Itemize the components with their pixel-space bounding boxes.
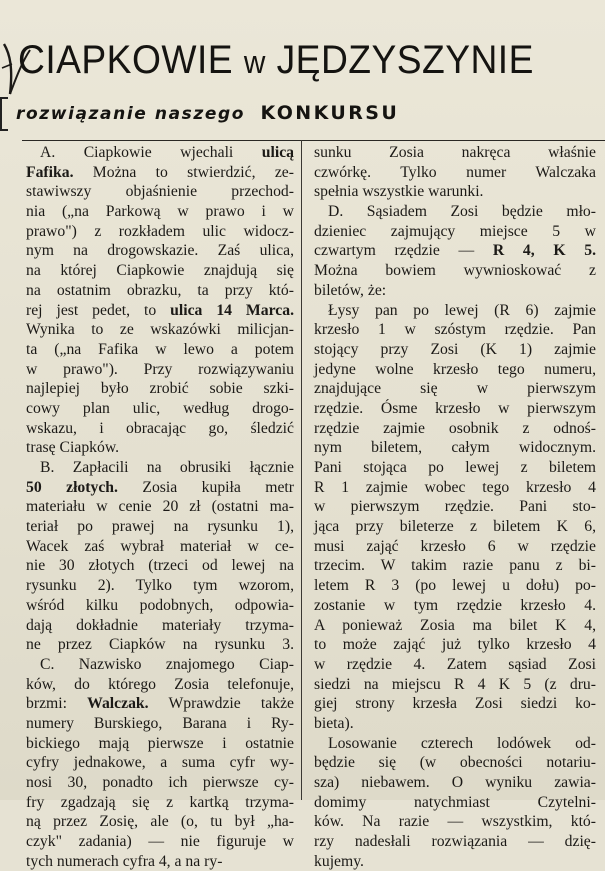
text-fragment: sunku Zosia nakręca właśnie	[314, 144, 596, 161]
text-fragment: nie 30 złotych (trzeci od lewej na	[26, 557, 294, 575]
text-fragment: zostanie w tym rzędzie krzesło 4.	[314, 596, 596, 614]
text-line	[314, 202, 596, 222]
text-fragment: numery Burskiego, Barana i Ry-	[26, 714, 294, 732]
text-line	[314, 694, 596, 714]
text-fragment: czwórkę. Tylko numer Walczaka	[314, 163, 596, 181]
text-fragment: Można bowiem wywnioskować z	[314, 262, 596, 280]
text-fragment: teriał po prawej na rysunku 1),	[26, 518, 294, 536]
text-line	[26, 596, 294, 616]
text-fragment: rzy nadesłali rozwiązania — dzię-	[314, 833, 596, 851]
text-fragment: ulicą	[261, 144, 294, 161]
text-line	[26, 340, 294, 360]
text-fragment: to może zająć już tylko krzesło 4	[314, 636, 596, 654]
text-fragment: stawiwszy objaśnienie przechod-	[26, 183, 294, 201]
text-fragment: sza) niebawem. O wyniku zawia-	[314, 774, 596, 791]
text-line	[314, 675, 596, 695]
text-fragment: fry zgadzają się z kartką trzyma-	[26, 793, 294, 811]
article-title	[18, 34, 562, 88]
text-line	[314, 458, 596, 478]
text-fragment: ulica 14 Marca.	[170, 301, 294, 319]
subtitle-bracket	[0, 97, 8, 131]
text-fragment: ków, do którego Zosia telefonuje,	[26, 675, 294, 693]
right-column	[314, 143, 596, 871]
text-line	[26, 537, 294, 557]
text-fragment: stojący przy Zosi (K 1) zajmie	[314, 340, 596, 358]
text-fragment: Wprawdzie także	[148, 695, 295, 713]
text-line	[314, 635, 596, 655]
text-line	[26, 360, 294, 380]
text-fragment: najlepiej było zrobić sobie szki-	[26, 380, 294, 398]
text-line	[26, 399, 294, 419]
text-line	[26, 182, 294, 202]
text-fragment: C. Nazwisko znajomego Ciap-	[40, 655, 294, 673]
text-fragment: rysunku 2). Tylko tym wzorom,	[26, 577, 294, 595]
text-line	[314, 399, 596, 419]
text-fragment: jąca przy bileterze z biletem K 6,	[314, 518, 596, 536]
text-line	[26, 635, 294, 655]
header-rule	[22, 140, 605, 141]
text-fragment: letem R 3 (po lewej u dołu) po-	[314, 577, 596, 595]
text-line	[314, 281, 596, 301]
text-fragment: spełnia wszystkie warunki.	[314, 183, 484, 201]
subtitle-emphasis: KONKURSU	[260, 102, 400, 124]
text-line	[314, 182, 596, 202]
text-line	[314, 478, 596, 498]
text-fragment: w rzędzie 4. Zatem sąsiad Zosi	[314, 655, 596, 673]
text-line	[314, 852, 596, 871]
text-line	[26, 694, 294, 714]
text-line	[26, 812, 294, 832]
text-line	[26, 675, 294, 695]
text-fragment: ta („na Fafika w lewo a potem	[26, 340, 294, 358]
text-fragment: prawo") z rozkładem ulic widocz-	[26, 222, 294, 240]
text-fragment: czyk" zadania) — nie figuruje w	[26, 833, 294, 851]
text-fragment: Walczak.	[87, 695, 149, 713]
text-fragment: w prawo"). Przy rozwiązywaniu	[26, 360, 294, 378]
text-fragment: 50 złotych.	[26, 478, 118, 496]
text-fragment: trzecim. W takim razie panu z bi-	[314, 557, 596, 575]
text-fragment: B. Zapłacili na obrusiki łącznie	[40, 459, 294, 476]
text-line	[26, 202, 294, 222]
text-fragment: znajdujące się w pierwszym	[314, 380, 596, 398]
text-line	[26, 616, 294, 636]
text-line	[26, 556, 294, 576]
text-line	[26, 655, 294, 675]
text-fragment: kujemy.	[314, 852, 364, 870]
text-line	[314, 379, 596, 399]
text-line	[314, 616, 596, 636]
text-fragment: w pierwszym rzędzie. Pani sto-	[314, 498, 596, 516]
text-line	[314, 556, 596, 576]
text-fragment: Fafika.	[26, 163, 74, 181]
text-line	[314, 655, 596, 675]
text-fragment: A. Ciapkowie wjechali	[40, 144, 262, 161]
text-fragment: musi zająć krzesło 6 w rzędzie	[314, 537, 596, 555]
title-word-3: JĘDZYSZYNIE	[276, 38, 534, 82]
text-fragment: ków. Na razie — wszystkim, któ-	[314, 813, 596, 831]
text-fragment: na której Ciapkowie znajdują się	[26, 262, 294, 280]
text-line	[26, 714, 294, 734]
text-fragment: jedyne wolne krzesło tego numeru,	[314, 360, 596, 378]
text-line	[314, 360, 596, 380]
text-line	[26, 320, 294, 340]
text-line	[314, 241, 596, 261]
text-fragment: A ponieważ Zosia ma bilet K 4,	[314, 616, 596, 634]
text-fragment: brzmi:	[26, 695, 88, 713]
text-line	[26, 576, 294, 596]
text-line	[26, 301, 294, 321]
text-line	[314, 301, 596, 321]
text-fragment: tych numerach cyfra 4, a na ry-	[26, 852, 223, 870]
text-line	[26, 281, 294, 301]
text-fragment: cowy plan ulic, według drogo-	[26, 399, 294, 417]
text-line	[26, 497, 294, 517]
text-fragment: ną przez Zosię, ale (o, tu był „ha-	[26, 813, 294, 831]
text-line	[26, 773, 294, 793]
title-word-1: CIAPKOWIE	[18, 38, 234, 82]
text-line	[26, 143, 294, 163]
text-fragment: rej jest pedet, to	[26, 301, 171, 319]
text-fragment: nym na drogowskazie. Zaś ulica,	[26, 242, 294, 260]
text-line	[314, 576, 596, 596]
text-line	[314, 773, 596, 793]
text-line	[314, 261, 596, 281]
article-subtitle	[16, 98, 605, 129]
text-fragment: giej strony krzesła Zosi siedzi ko-	[314, 695, 596, 713]
text-fragment: domimy natychmiast Czytelni-	[314, 793, 596, 811]
text-fragment: dzieniec zajmujący miejsce 5 w	[314, 222, 596, 240]
text-line	[26, 419, 294, 439]
text-fragment: nia („na Parkową w prawo i w	[26, 203, 294, 221]
text-line	[314, 832, 596, 852]
text-line	[314, 438, 596, 458]
text-line	[314, 596, 596, 616]
text-line	[314, 222, 596, 242]
text-fragment: na ostatnim obrazku, ta przy któ-	[26, 281, 294, 299]
text-line	[26, 852, 294, 871]
text-fragment: R 1 zajmie wobec tego krzesło 4	[314, 478, 596, 496]
text-fragment: rzędzie zajmie osobnik z odnoś-	[314, 419, 596, 437]
text-line	[26, 832, 294, 852]
text-fragment: Wynika to ze wskazówki milicjan-	[26, 321, 294, 339]
text-fragment: D. Sąsiadem Zosi będzie mło-	[328, 203, 596, 221]
text-line	[314, 812, 596, 832]
text-fragment: Losowanie czterech lodówek od-	[328, 734, 596, 752]
text-fragment: cyfry jednakowe, a suma cyfr wy-	[26, 754, 294, 772]
text-fragment: krzesło 1 w szóstym rzędzie. Pan	[314, 321, 596, 339]
text-line	[314, 537, 596, 557]
text-line	[314, 320, 596, 340]
text-fragment: Wacek zaś wybrał materiał w ce-	[26, 537, 294, 555]
subtitle-lead: rozwiązanie naszego	[16, 104, 246, 124]
title-word-2: w	[243, 44, 266, 80]
text-fragment: będzie się (w obecności notariu-	[314, 754, 596, 772]
text-fragment: Łysy pan po lewej (R 6) zajmie	[328, 301, 596, 319]
text-fragment: Pani stojąca po lewej z biletem	[314, 459, 596, 476]
text-fragment: Zosia kupiła metr	[117, 478, 295, 496]
text-line	[26, 793, 294, 813]
text-line	[314, 734, 596, 754]
text-fragment: trasę Ciapków.	[26, 439, 120, 457]
text-line	[314, 793, 596, 813]
text-line	[26, 734, 294, 754]
text-line	[314, 497, 596, 517]
text-line	[26, 438, 294, 458]
text-line	[26, 222, 294, 242]
text-line	[26, 478, 294, 498]
text-fragment: wskazu, i obracając go, śledzić	[26, 419, 294, 437]
column-divider	[301, 140, 302, 800]
text-line	[26, 261, 294, 281]
text-line	[26, 753, 294, 773]
text-fragment: czwartym rzędzie —	[314, 242, 493, 260]
text-fragment: rzędzie. Ósme krzesło w pierwszym	[314, 399, 596, 417]
text-line	[26, 379, 294, 399]
text-fragment: materiału w cenie 20 zł (ostatni ma-	[26, 498, 294, 516]
text-fragment: bickiego mają pierwsze i ostatnie	[26, 734, 294, 752]
text-fragment: dają dokładnie materiały trzyma-	[26, 616, 294, 634]
text-fragment: nym biletem, całym widocznym.	[314, 439, 596, 457]
text-line	[314, 340, 596, 360]
text-line	[26, 241, 294, 261]
text-line	[314, 143, 596, 163]
text-line	[26, 163, 294, 183]
text-fragment: bieta).	[314, 714, 354, 732]
text-fragment: ne przez Ciapków na rysunku 3.	[26, 636, 294, 654]
text-fragment: wśród kilku podobnych, odpowia-	[26, 596, 294, 614]
text-fragment: Można to stwierdzić, ze-	[73, 163, 294, 181]
text-line	[314, 517, 596, 537]
text-fragment: biletów, że:	[314, 281, 387, 299]
text-line	[26, 458, 294, 478]
text-fragment: siedzi na miejscu R 4 K 5 (z dru-	[314, 675, 596, 693]
text-line	[314, 714, 596, 734]
text-line	[314, 163, 596, 183]
left-column	[26, 143, 294, 871]
text-line	[314, 753, 596, 773]
text-fragment: nosi 30, ponadto ich pierwsze cy-	[26, 774, 294, 791]
text-fragment: R 4, K 5.	[492, 242, 596, 260]
text-line	[314, 419, 596, 439]
text-line	[26, 517, 294, 537]
